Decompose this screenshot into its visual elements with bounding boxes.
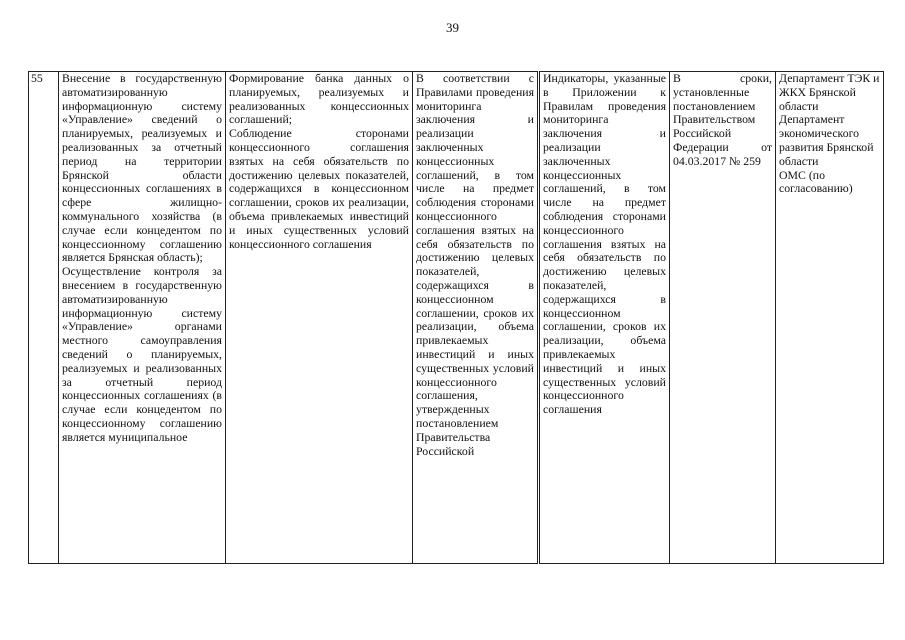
indicators-cell — [539, 72, 670, 564]
responsible-entry: Департамент экономического развития Брянской области — [779, 112, 874, 168]
responsible-entry: ОМС (по согласованию) — [779, 167, 853, 196]
measure-cell — [59, 72, 226, 564]
table-row — [29, 72, 884, 564]
measures-table — [28, 71, 884, 564]
responsible-cell — [776, 72, 884, 564]
result-paragraph: Соблюдение сторонами концессионного соглашения взятых на себя обязательств по достижению целевых показателей, содержащихся в концессионном соглашении, сроков их реализации, объема привлекаемых инвестиций и иных существенных условий концессионного соглашения — [229, 126, 409, 251]
measure-paragraph: Внесение в государственную автоматизированную информационную систему «Управление» сведений о планируемых, реализуемых и реализованных за отчетный период на территории Брянской области концессионных соглашениях в сфере жилищно-коммунального хозяйства (в случае если концедентом по концессионному соглашению является Брянская область); — [62, 71, 222, 265]
deadline-cell — [670, 72, 776, 564]
page-number: 39 — [446, 20, 459, 35]
responsible-entry: Департамент ТЭК и ЖКХ Брянской области — [779, 71, 880, 113]
result-cell — [226, 72, 413, 564]
basis-cell — [413, 72, 539, 564]
indicators-text: Индикаторы, указанные в Приложении к Правилам проведения мониторинга заключения и реализации заключенных концессионных соглашений, в том числе на предмет соблюдения сторонами концессионного соглашения взятых на себя обязательств по достижению целевых показателей, содержащихся в концессионном соглашении, сроков их реализации, объема привлекаемых инвестиций и иных существенных условий концессионного соглашения — [543, 71, 666, 417]
deadline-text: В сроки, установленные постановлением Правительством Российской Федерации от 04.03.2017 № 259 — [673, 71, 772, 168]
measure-paragraph: Осуществление контроля за внесением в государственную автоматизированную информационную систему «Управление» органами местного самоуправления сведений о планируемых, реализуемых и реализованных за отчетный период концессионных соглашениях (в случае если концедентом по концессионному соглашению является муниципальное — [62, 264, 222, 444]
basis-text: В соответствии с Правилами проведения мониторинга заключения и реализации заключенных концессионных соглашений, в том числе на предмет соблюдения сторонами концессионного соглашения взятых на себя обязательств по достижению целевых показателей, содержащихся в концессионном соглашении, сроков их реализации, объема привлекаемых инвестиций и иных существенных условий концессионного соглашения, утвержденных постановлением Правительства Российской — [416, 71, 534, 458]
row-number-cell — [29, 72, 59, 564]
row-number: 55 — [31, 71, 43, 85]
result-paragraph: Формирование банка данных о планируемых, реализуемых и реализованных концессионных соглашений; — [229, 71, 409, 127]
